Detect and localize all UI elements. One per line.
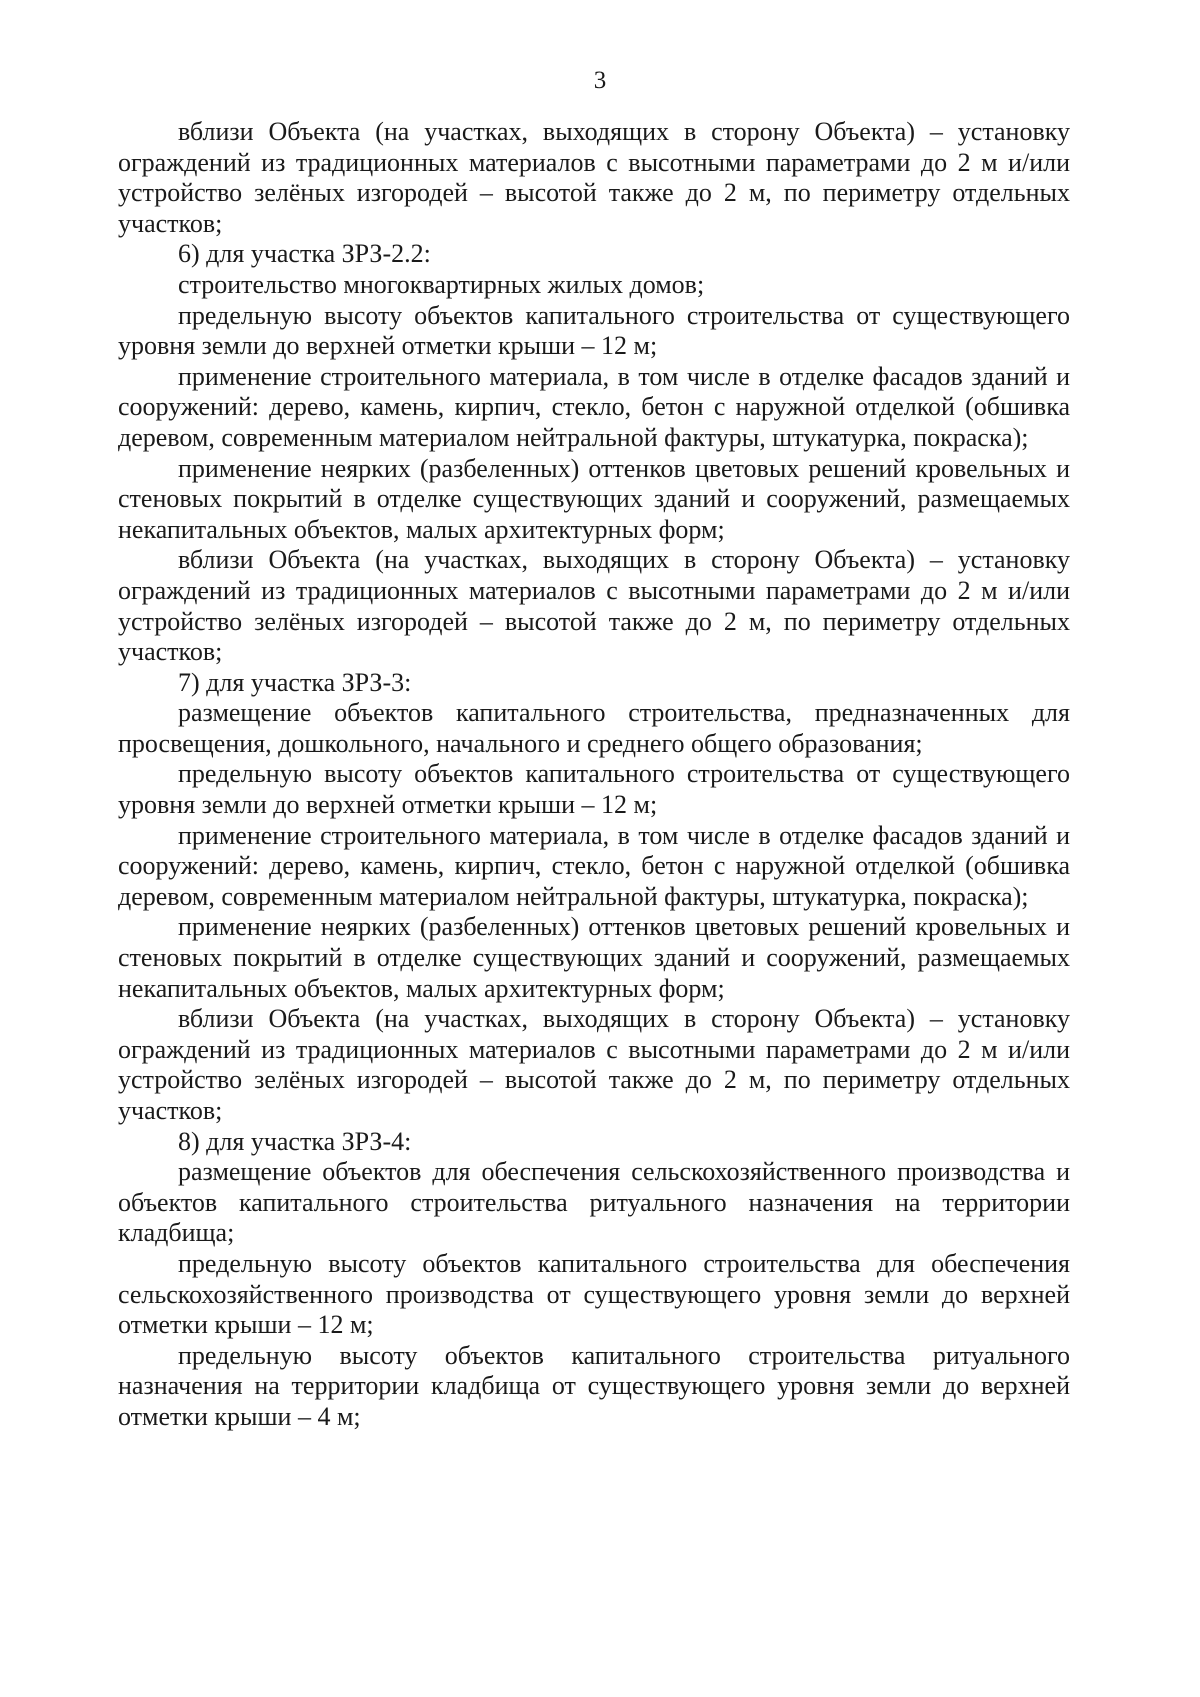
paragraph: применение строительного материала, в том числе в отделке фасадов зданий и сооружений: дерево, камень, кирпич, стекло, бетон с наружной отделкой (обшивка деревом, современным материалом нейтральной фактуры, штукатурка, покраска); (118, 820, 1070, 911)
paragraph: вблизи Объекта (на участках, выходящих в сторону Объекта) – установку ограждений из традиционных материалов с высотными параметрами до 2 м и/или устройство зелёных изгородей – высотой также до 2 м, по периметру отдельных участков; (118, 1004, 1070, 1125)
paragraph: вблизи Объекта (на участках, выходящих в сторону Объекта) – установку ограждений из традиционных материалов с высотными параметрами до 2 м и/или устройство зелёных изгородей – высотой также до 2 м, по периметру отдельных участков; (118, 545, 1070, 667)
paragraph: строительство многоквартирных жилых домов; (178, 269, 705, 299)
paragraph: размещение объектов для обеспечения сельскохозяйственного производства и объектов капитального строительства ритуального назначения на территории кладбища; (118, 1157, 1070, 1248)
section-heading: 7) для участка ЗРЗ-3: (178, 667, 412, 697)
paragraph: размещение объектов капитального строительства, предназначенных для просвещения, дошкольного, начального и среднего общего образования; (118, 698, 1070, 758)
paragraph: предельную высоту объектов капитального строительства от существующего уровня земли до верхней отметки крыши – 12 м; (118, 300, 1070, 361)
section-heading: 8) для участка ЗРЗ-4: (178, 1126, 412, 1156)
paragraph: вблизи Объекта (на участках, выходящих в сторону Объекта) – установку ограждений из традиционных материалов с высотными параметрами до 2 м и/или устройство зелёных изгородей – высотой также до 2 м, по периметру отдельных участков; (118, 117, 1070, 238)
paragraph: применение строительного материала, в том числе в отделке фасадов зданий и сооружений: дерево, камень, кирпич, стекло, бетон с наружной отделкой (обшивка деревом, современным материалом нейтральной фактуры, штукатурка, покраска); (118, 361, 1070, 452)
paragraph: предельную высоту объектов капитального строительства для обеспечения сельскохозяйственного производства от существующего уровня земли до верхней отметки крыши – 12 м; (118, 1248, 1070, 1340)
paragraph: применение неярких (разбеленных) оттенков цветовых решений кровельных и стеновых покрытий в отделке существующих зданий и сооружений, размещаемых некапитальных объектов, малых архитектурных форм; (118, 453, 1070, 544)
body-text (118, 117, 1070, 1433)
paragraph: предельную высоту объектов капитального строительства от существующего уровня земли до верхней отметки крыши – 12 м; (118, 759, 1070, 820)
paragraph: применение неярких (разбеленных) оттенков цветовых решений кровельных и стеновых покрытий в отделке существующих зданий и сооружений, размещаемых некапитальных объектов, малых архитектурных форм; (118, 912, 1070, 1003)
page-number: 3 (593, 67, 607, 94)
paragraph: предельную высоту объектов капитального строительства ритуального назначения на территории кладбища от существующего уровня земли до верхней отметки крыши – 4 м; (118, 1340, 1070, 1431)
section-heading: 6) для участка ЗРЗ-2.2: (178, 239, 431, 269)
